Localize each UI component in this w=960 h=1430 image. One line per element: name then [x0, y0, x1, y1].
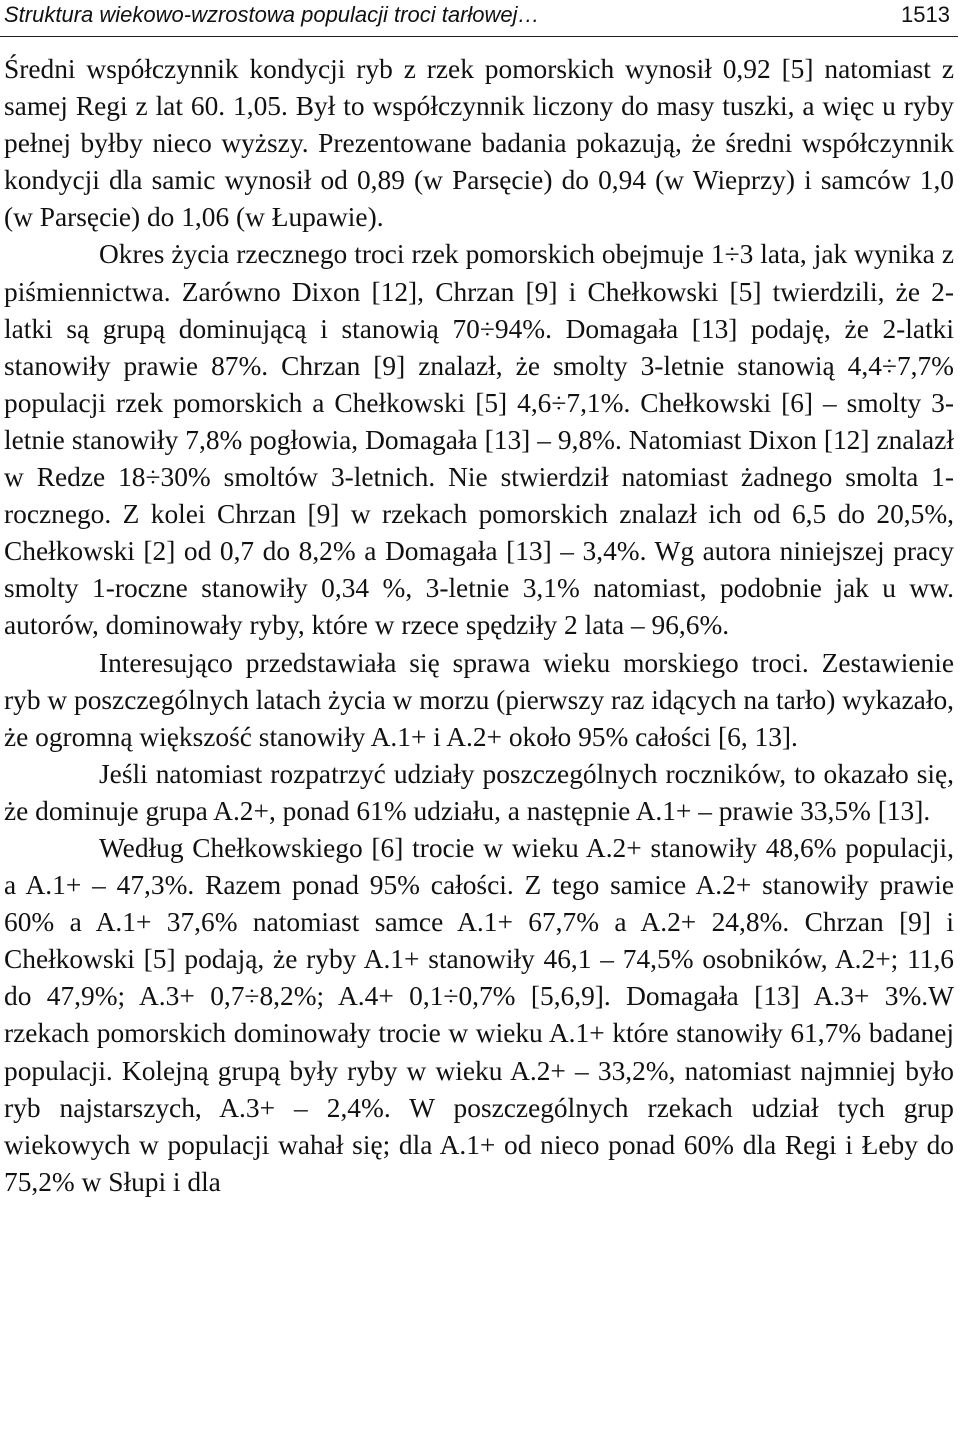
- running-title: Struktura wiekowo-wzrostowa populacji troci tarłowej…: [4, 2, 540, 27]
- paragraph-year-classes: Jeśli natomiast rozpatrzyć udziały poszczególnych roczników, to okazało się, że dominuje grupa A.2+, ponad 61% udziału, a następnie A.1+ – prawie 33,5% [13].: [4, 758, 954, 826]
- paragraph-river-life: Okres życia rzecznego troci rzek pomorskich obejmuje 1÷3 lata, jak wynika z piśmiennictwa. Zarówno Dixon [12], Chrzan [9] i Chełkowski [5] twierdzili, że 2-latki są grupą dominującą i stanowią 70÷94%. Domagała [13] podaję, że 2-latki stanowiły prawie 87%. Chrzan [9] znalazł, że smolty 3-letnie stanowią 4,4÷7,7% populacji rzek pomorskich a Chełkowski [5] 4,6÷7,1%. Chełkowski [6] – smolty 3-letnie stanowiły 7,8% pogłowia, Domagała [13] – 9,8%. Natomiast Dixon [12] znalazł w Redze 18÷30% smoltów 3-letnich. Nie stwierdził natomiast żadnego smolta 1-rocznego. Z kolei Chrzan [9] w rzekach pomorskich znalazł ich od 6,5 do 20,5%, Chełkowski [2] od 0,7 do 8,2% a Domagała [13] – 3,4%. Wg autora niniejszej pracy smolty 1-roczne stanowiły 0,34 %, 3-letnie 3,1% natomiast, podobnie jak u ww. autorów, dominowały ryby, które w rzece spędziły 2 lata – 96,6%.: [4, 239, 954, 641]
- running-header: [0, 0, 958, 37]
- paragraph-chelkowski: Według Chełkowskiego [6] trocie w wieku A.2+ stanowiły 48,6% populacji, a A.1+ – 47,3%. Razem ponad 95% całości. Z tego samice A.2+ stanowiły prawie 60% a A.1+ 37,6% natomiast samce A.1+ 67,7% a A.2+ 24,8%. Chrzan [9] i Chełkowski [5] podają, że ryby A.1+ stanowiły 46,1 – 74,5% osobników, A.2+; 11,6 do 47,9%; A.3+ 0,7÷8,2%; A.4+ 0,1÷0,7% [5,6,9]. Domagała [13] A.3+ 3%.W rzekach pomorskich dominowały trocie w wieku A.1+ które stanowiły 61,7% badanej populacji. Kolejną grupą były ryby w wieku A.2+ – 33,2%, natomiast najmniej było ryb najstarszych, A.3+ – 2,4%. W poszczególnych rzekach udział tych grup wiekowych w populacji wahał się; dla A.1+ od nieco ponad 60% dla Regi i Łeby do 75,2% w Słupi i dla: [4, 832, 954, 1197]
- paragraph-sea-age: Interesująco przedstawiała się sprawa wieku morskiego troci. Zestawienie ryb w poszczególnych latach życia w morzu (pierwszy raz idących na tarło) wykazało, że ogromną większość stanowiły A.1+ i A.2+ około 95% całości [6, 13].: [4, 647, 954, 752]
- article-body: [4, 51, 954, 1201]
- page-number: 1513: [901, 2, 950, 27]
- paragraph-condition-factor: Średni współczynnik kondycji ryb z rzek pomorskich wynosił 0,92 [5] natomiast z samej Regi z lat 60. 1,05. Był to współczynnik liczony do masy tuszki, a więc u ryby pełnej byłby nieco wyższy. Prezentowane badania pokazują, że średni współczynnik kondycji dla samic wynosił od 0,89 (w Parsęcie) do 0,94 (w Wieprzy) i samców 1,0 (w Parsęcie) do 1,06 (w Łupawie).: [4, 54, 954, 233]
